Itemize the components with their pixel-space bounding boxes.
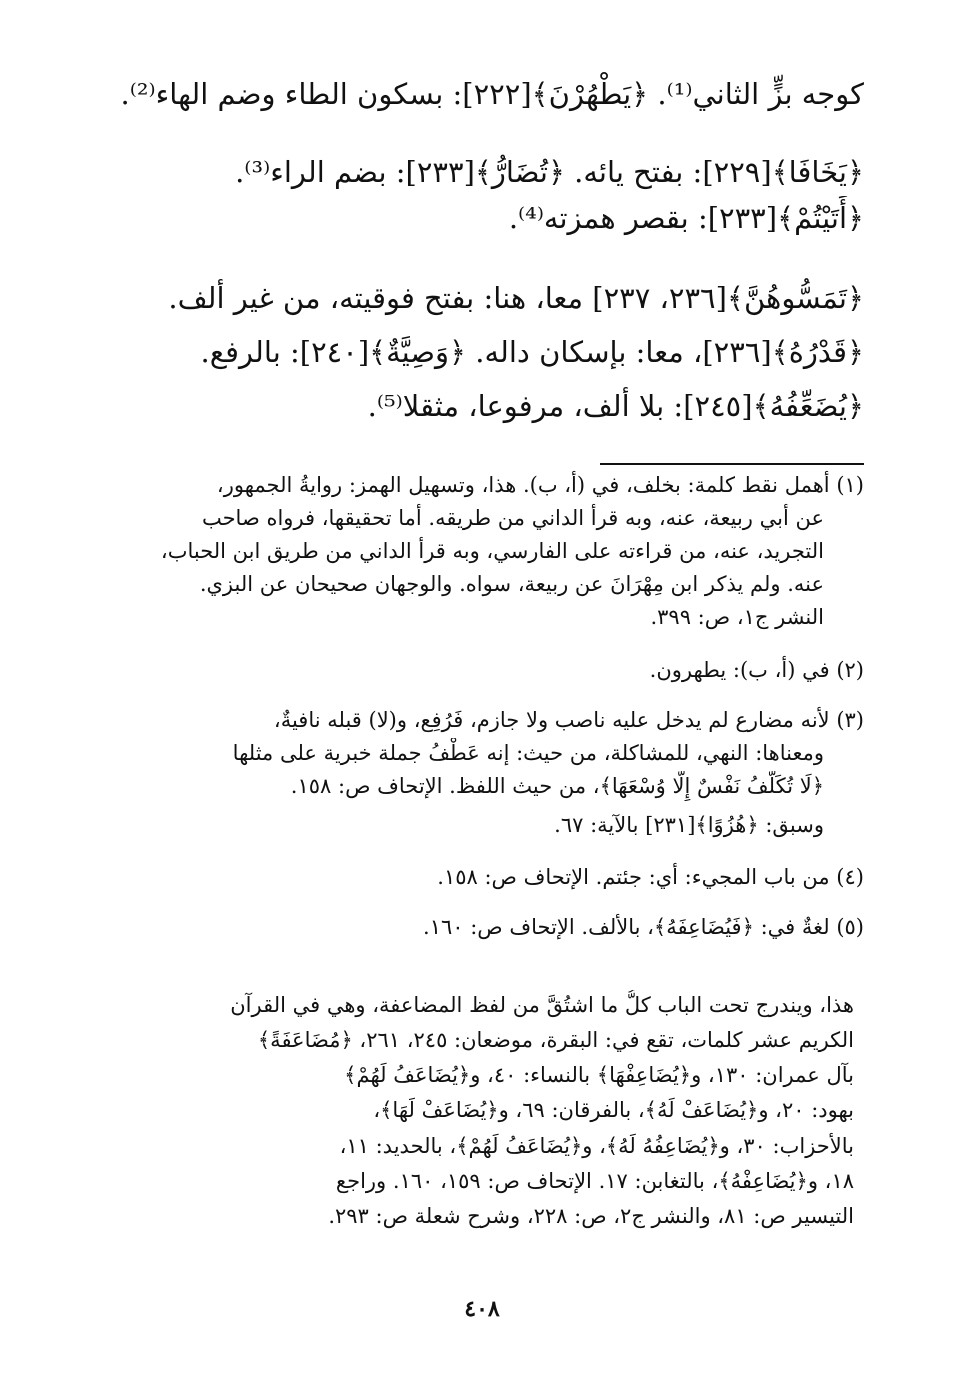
appendix-note-line: التيسير ص: ٨١، والنشر ج٢، ص: ٢٢٨، وشرح شعلة ص: ٢٩٣. [328, 1204, 854, 1228]
footnote-line: عنه. ولم يذكر ابن مِهْرَانَ عن ربيعة، سواه. والوجهان صحيحان عن البزي. [199, 572, 824, 596]
footnote-line: (٢) في (أ، ب): يطهرون. [649, 658, 864, 682]
appendix-note-line: هذا، ويندرج تحت الباب كلُّ ما اشتُقَّ من لفظ المضاعفة، وهي في القرآن [230, 993, 854, 1017]
appendix-note-line: الكريم عشر كلمات، تقع في: البقرة، موضعان: ٢٤٥، ٢٦١، ﴿مُضَاعَفَةً﴾ [257, 1028, 854, 1052]
footnote-line: (٣) لأنه مضارع لم يدخل عليه ناصب ولا جازم، فَرُفِع، و(لا) قبله نافيةٌ، [273, 708, 864, 732]
appendix-note-line: ١٨، و﴿يُضَاعِفْهُ﴾، بالتغابن: ١٧. الإتحاف ص: ١٥٩، ١٦٠. وراجع [335, 1169, 854, 1193]
appendix-note-line: بالأحزاب: ٣٠، و﴿يُضَاعِفُهُ لَهُ﴾، و﴿يُضَاعَفُ لَهُمْ﴾، بالحديد: ١١، [339, 1134, 854, 1158]
appendix-note-line: بهود: ٢٠، و﴿يُضَاعَفْ لَهُ﴾، بالفرقان: ٦٩، و﴿يُضَاعَفْ لَهَا﴾، [373, 1098, 854, 1122]
main-text-line: ﴿يُضَعِّفُهُ﴾[٢٤٥]: بلا ألف، مرفوعا، مثقلا⁽⁵⁾. [367, 389, 864, 423]
appendix-note-line: بآل عمران: ١٣٠، و﴿يُضَاعِفْهَا﴾ بالنساء: ٤٠، و﴿يُضَاعَفُ لَهُمْ﴾ [344, 1063, 854, 1087]
footnote-line: ﴿لَا تُكَلَّفُ نَفْسٌ إِلَّا وُسْعَهَا﴾، من حيث اللفظ. الإتحاف ص: ١٥٨. [290, 774, 824, 798]
footnote-line: النشر ج١، ص: ٣٩٩. [650, 605, 824, 629]
main-text-line: ﴿تَمَسُّوهُنَّ﴾[٢٣٦، ٢٣٧] معا، هنا: بفتح فوقيته، من غير ألف. [168, 281, 864, 315]
footnote-line: التجريد، عنه، من قراءته على الفارسي، وبه قرأ الداني من طريق ابن الحباب، [160, 539, 824, 563]
main-text-line: ﴿يَخَافَا﴾[٢٢٩]: بفتح يائه. ﴿تُضَارُّ﴾[٢٣٣]: بضم الراء⁽³⁾. [235, 155, 864, 189]
footnote-line: (٥) لغةٌ في: ﴿فَيُضَاعِفَهُ﴾، بالألف. الإتحاف ص: ١٦٠. [423, 915, 864, 939]
main-text-line: ﴿أَتَيْتُمْ﴾[٢٣٣]: بقصر همزته⁽⁴⁾. [508, 201, 864, 235]
footnote-line: (١) أهمل نقط كلمة: بخلف، في (أ، ب). هذا، وتسهيل الهمز: روايةُ الجمهور، [216, 473, 864, 497]
footnote-line: عن أبي ربيعة، عنه، وبه قرأ الداني من طريقه. أما تحقيقها، فرواه صاحب [201, 506, 824, 530]
footnote-line: (٤) من باب المجيء: أي: جئتم. الإتحاف ص: ١٥٨. [437, 865, 864, 889]
page-number: ٤٠٨ [464, 1296, 500, 1322]
main-text-line: كوجه بزٍّ الثاني⁽¹⁾. ﴿يَطْهُرْنَ﴾[٢٢٢]: بسكون الطاء وضم الهاء⁽²⁾. [120, 77, 864, 111]
footnote-line: ومعناها: النهي، للمشاكلة، من حيث: إنه عَطْفُ جملة خبرية على مثلها [232, 741, 824, 765]
main-text-line: ﴿قَدْرُهُ﴾[٢٣٦]، معا: بإسكان داله. ﴿وَصِيَّةٌ﴾[٢٤٠]: بالرفع. [200, 335, 864, 369]
footnote-separator [600, 463, 864, 465]
footnote-line: وسبق: ﴿هُزُوًا﴾[٢٣١] بالآية: ٦٧. [554, 813, 824, 837]
